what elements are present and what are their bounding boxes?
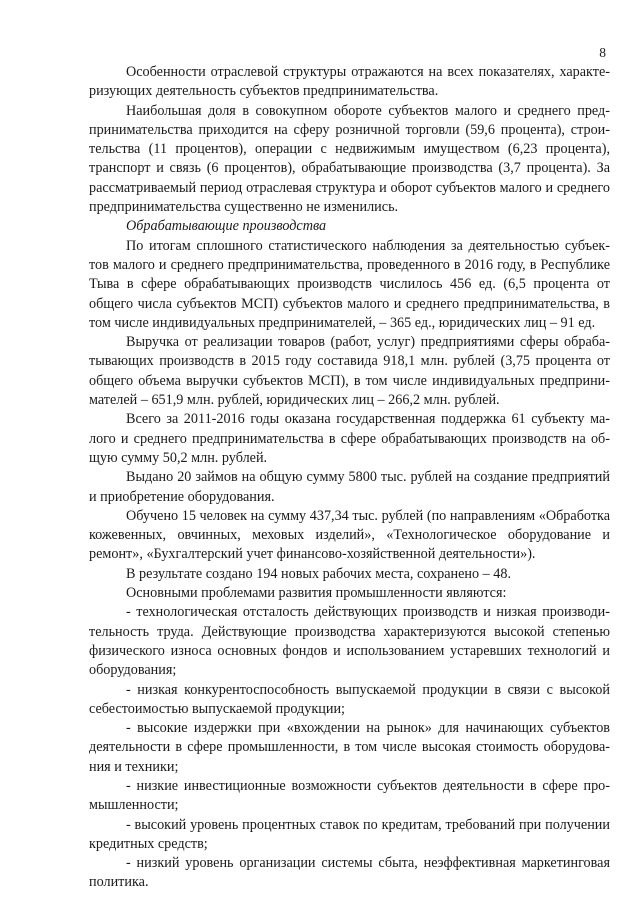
list-item-problem: - технологическая отсталость действующих производств и низкая производительность труда. Действующие производства характеризуются высокой степенью физического износа основных фондов и использованием устаревших технологий и оборудования;: [89, 604, 610, 679]
list-item-problem: - низкая конкурентоспособность выпускаемой продукции в связи с высокой себестоимостью выпускаемой продукции;: [89, 681, 610, 717]
paragraph-jobs: В результате создано 194 новых рабочих места, сохранено – 48.: [126, 565, 511, 582]
paragraph-loans: Выдано 20 займов на общую сумму 5800 тыс. рублей на создание предприятий и приобретение оборудования.: [89, 469, 610, 505]
paragraph-revenue: Выручка от реализации товаров (работ, услуг) предприятиями сферы обрабатывающих производств в 2015 году составида 918,1 млн. рублей (3,75 процента от общего объема выручки субъектов МСП), в том числе индивидуальных предпринимателей – 651,9 млн. рублей, юридических лиц – 266,2 млн. рублей.: [89, 334, 610, 409]
page-content: [89, 63, 610, 893]
paragraph-training: Обучено 15 человек на сумму 437,34 тыс. рублей (по направлениям «Обработка кожевенных, овчинных, меховых изделий», «Технологическое оборудование и ремонт», «Бухгалтерский учет финансово-хозяйственной деятельности»).: [89, 507, 610, 563]
list-item-problem: - низкий уровень организации системы сбыта, неэффективная маркетинговая политика.: [89, 855, 610, 891]
list-item-problem: - низкие инвестиционные возможности субъектов деятельности в сфере промышленности;: [89, 777, 610, 814]
list-item-problem: - высокий уровень процентных ставок по кредитам, требований при получении кредитных средств;: [89, 816, 610, 852]
paragraph-problems-intro: Основными проблемами развития промышленности являются:: [126, 585, 507, 602]
section-heading-manufacturing: Обрабатывающие производства: [126, 218, 327, 235]
paragraph-turnover-share: Наибольшая доля в совокупном обороте субъектов малого и среднего предпринимательства приходится на сферу розничной торговли (59,6 процента), строительства (11 процентов), операции с недвижимым имуществом (6,23 процента), транспорт и связь (6 процентов), обрабатывающие производства (3,7 процента). За рассматриваемый период отраслевая структура и оборот субъектов малого и среднего предпринимательства существенно не изменились.: [89, 102, 610, 216]
paragraph-state-support: Всего за 2011-2016 годы оказана государственная поддержка 61 субъекту малого и среднего предпринимательства в сфере обрабатывающих производств на общую сумму 50,2 млн. рублей.: [89, 411, 610, 466]
paragraph-survey-results: По итогам сплошного статистического наблюдения за деятельностью субъектов малого и среднего предпринимательства, проведенного в 2016 году, в Республике Тыва в сфере обрабатывающих производств числилось 456 ед. (6,5 процента от общего числа субъектов МСП) субъектов малого и среднего предпринимательства, в том числе индивидуальных предпринимателей, – 365 ед., юридических лиц – 91 ед.: [89, 237, 610, 331]
paragraph-structure-intro: Особенности отраслевой структуры отражаются на всех показателях, характеризующих деятельность субъектов предпринимательства.: [89, 64, 610, 100]
page-number: 8: [599, 45, 606, 60]
list-item-problem: - высокие издержки при «вхождении на рынок» для начинающих субъектов деятельности в сфере промышленности, в том числе высокая стоимость оборудования и техники;: [89, 720, 610, 775]
